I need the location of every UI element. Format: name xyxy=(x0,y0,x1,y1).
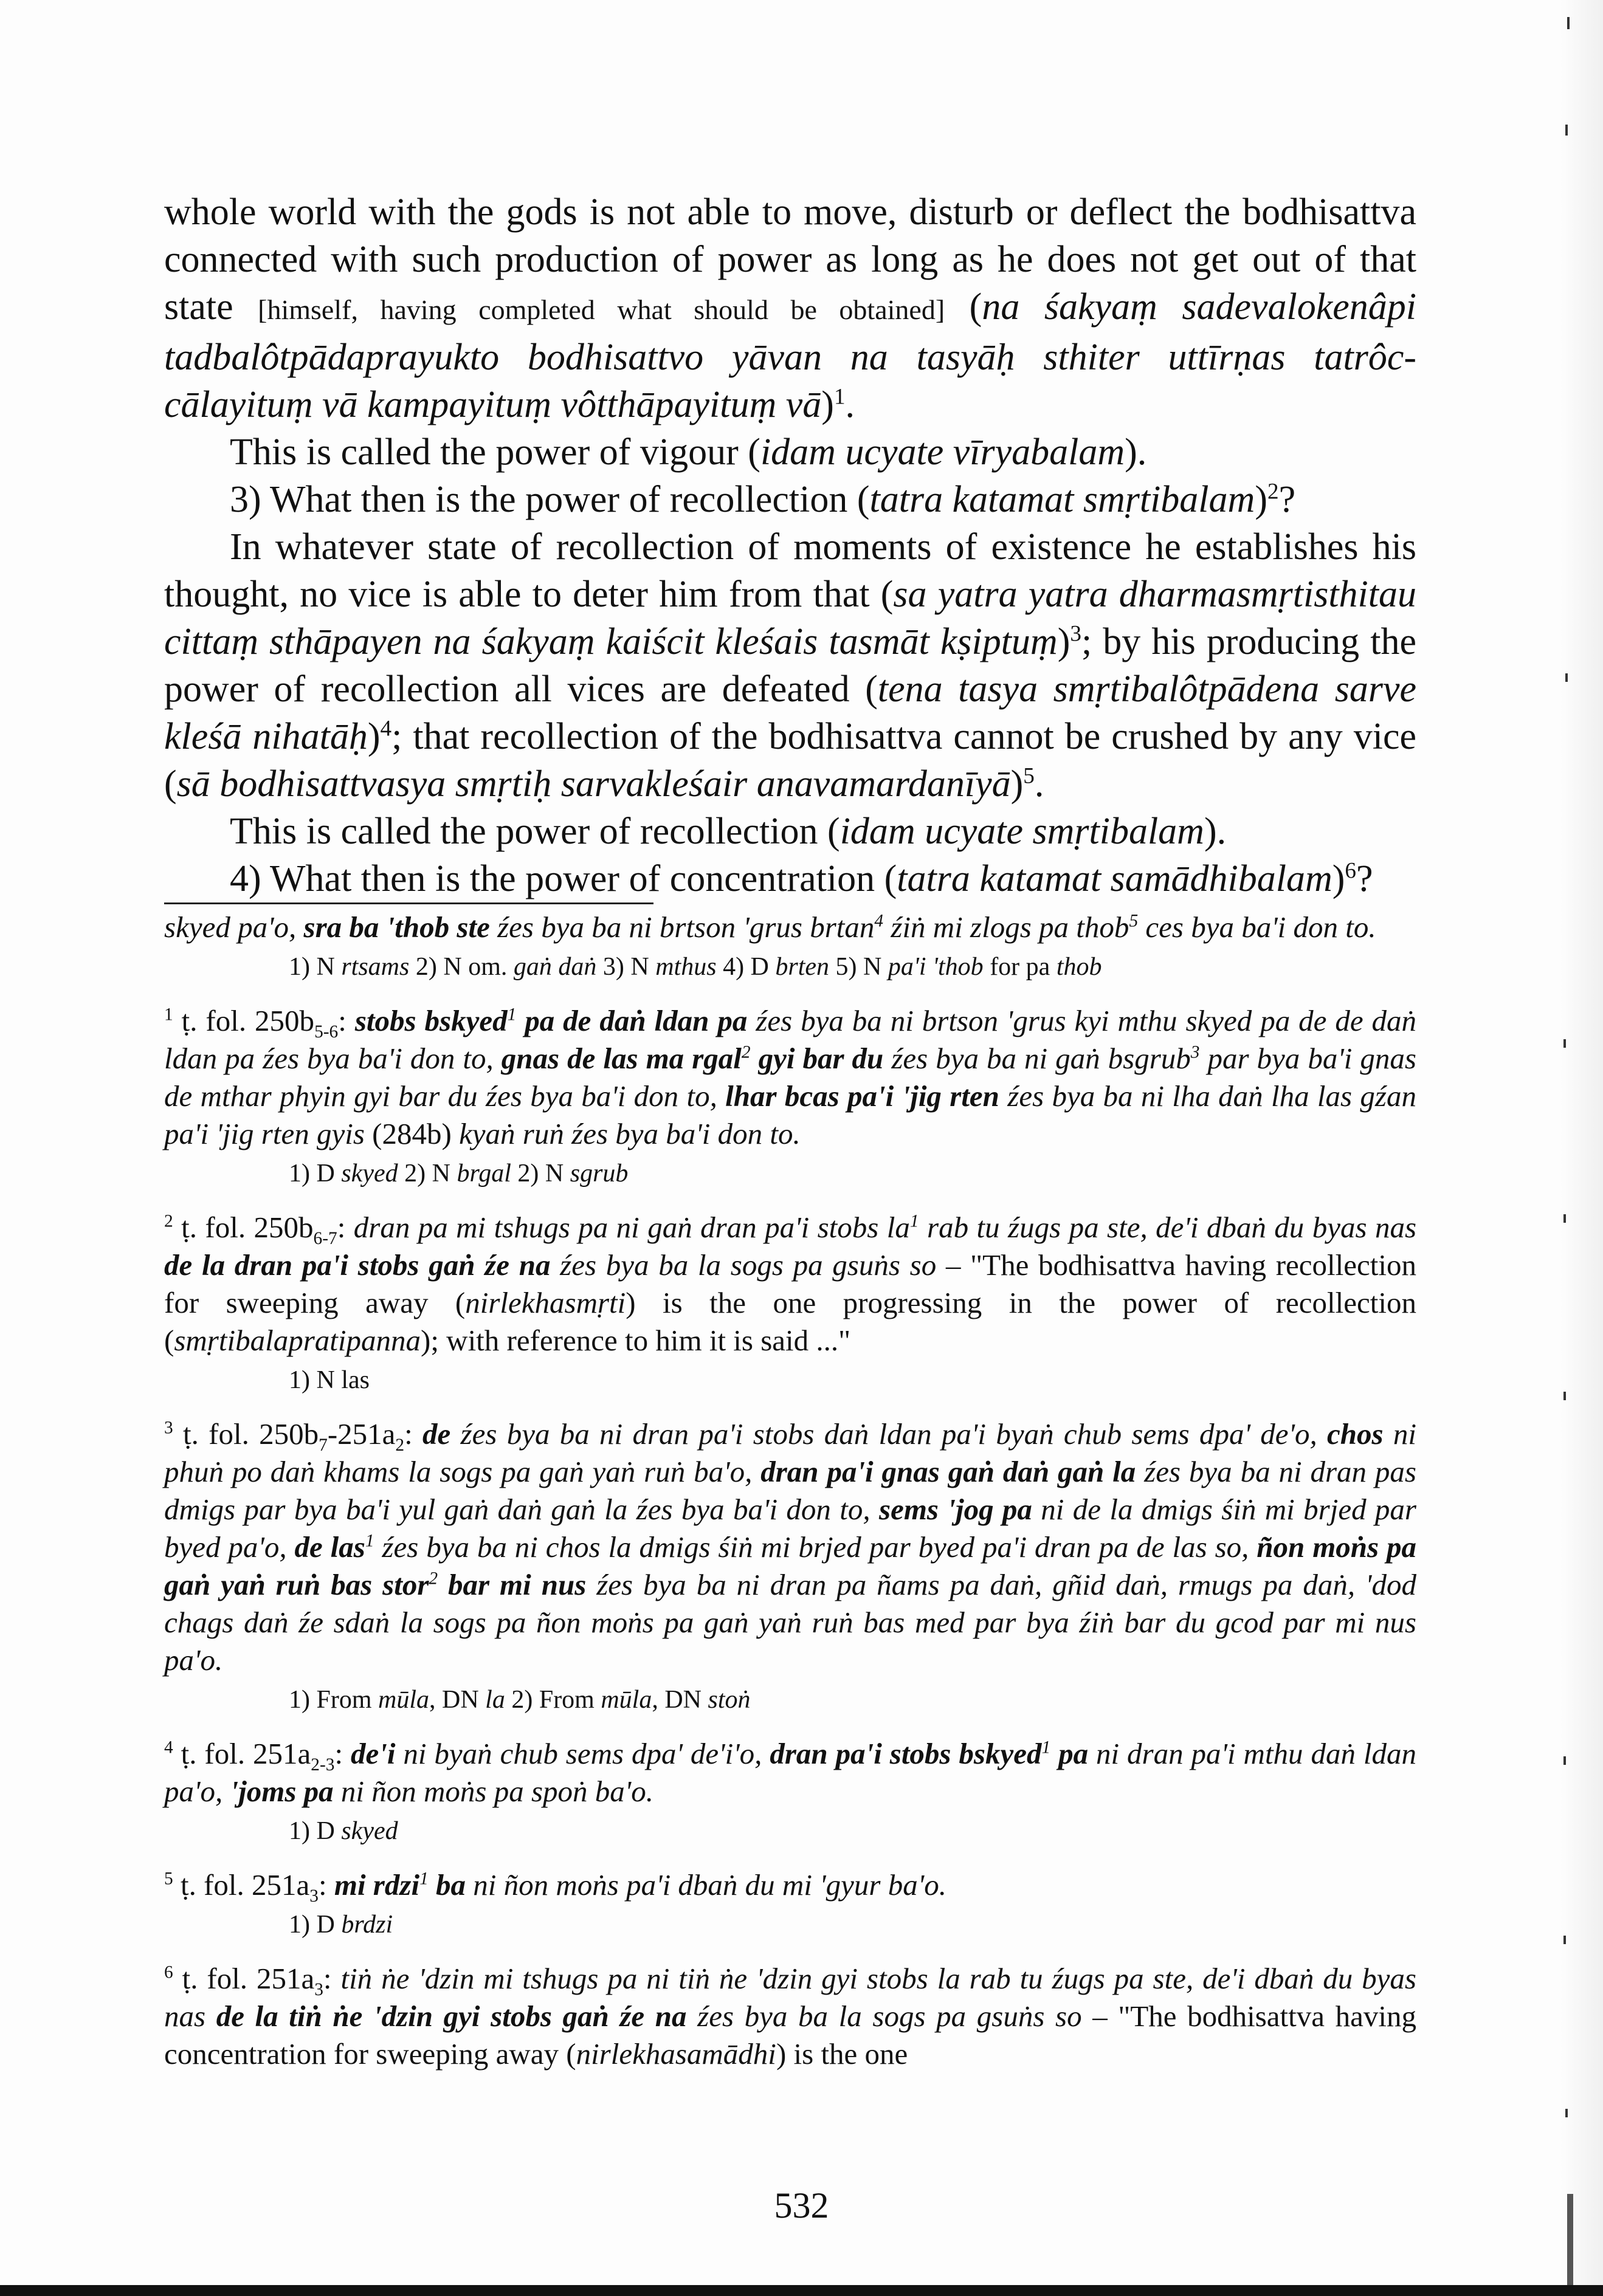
footnote-text: $^3$ ṭ. fol. $250b_7-251a_2$: de źes bya ba ni dran pa'i stobs daṅ ldan pa'i byaṅ chub sems dpa' de'o, chos ni phuṅ po daṅ khams la sogs pa gaṅ yaṅ ruṅ ba'o, dran pa'i gnas gaṅ daṅ gaṅ la źes bya ba ni dran pas dmigs par bya ba'i yul gaṅ daṅ gaṅ la źes bya ba'i don to, sems 'jog pa ni de la dmigs śiṅ mi brjed par byed pa'o, de las$^1$ źes bya ba ni chos la dmigs śiṅ mi brjed par byed pa'i dran pa de las so, ñon moṅs pa gaṅ yaṅ ruṅ bas stor$^2$ bar mi nus źes bya ba ni dran pa ñams pa daṅ, gñid daṅ, rmugs pa daṅ, 'dod chags daṅ źe sdaṅ la sogs pa ñon moṅs pa gaṅ yaṅ ruṅ bas med par bya źiṅ bar du gcod par mi nus pa'o. xyxy=(164,1417,1417,1677)
footnote-variants: 1) D skyed 2) N brgal 2) N sgrub xyxy=(289,1160,629,1188)
footnote-variants: 1) D brdzi xyxy=(289,1911,393,1939)
footnote-text: $^6$ ṭ. fol. $251a_3$: tiṅ ṅe 'dzin mi tshugs pa ni tiṅ ṅe 'dzin gyi stobs la rab tu źugs pa ste, de'i dbaṅ du byas nas de la tiṅ ṅe 'dzin gyi stobs gaṅ źe na źes bya ba la sogs pa gsuṅs so – "The bodhisattva having concentration for sweeping away (nirlekhasamādhi) is the one xyxy=(164,1962,1417,2071)
footnote-3 xyxy=(164,1415,1416,1717)
footnote-text: $^2$ ṭ. fol. $250b_{6-7}$: dran pa mi tshugs pa ni gaṅ dran pa'i stobs $la^1$ rab tu źugs pa ste, de'i dbaṅ du byas nas de la dran pa'i stobs gaṅ źe na źes bya ba la sogs pa gsuṅs so – "The bodhisattva having recollection for sweeping away (nirlekhasmṛti) is the one progressing in the power of recollection (smṛtibalapratipanna); with reference to him it is said ..." xyxy=(164,1211,1417,1357)
footnote-0 xyxy=(164,909,1416,984)
scan-bottom-border xyxy=(0,2285,1603,2296)
footnote-4 xyxy=(164,1735,1416,1848)
page-number: 532 xyxy=(774,2185,829,2226)
footnote-text: $^1$ ṭ. fol. $250b_{5-6}$: stobs bskyed$^1$ pa de daṅ ldan pa źes bya ba ni brtson 'grus kyi mthu skyed pa de de daṅ ldan pa źes bya ba'i don to, gnas de las ma rgal$^2$ gyi bar du źes bya ba ni gaṅ bsgrub$^3$ par bya ba'i gnas de mthar phyin gyi bar du źes bya ba'i don to, lhar bcas pa'i 'jig rten źes bya ba ni lha daṅ lha las gźan pa'i 'jig rten gyis (284b) kyaṅ ruṅ źes bya ba'i don to. xyxy=(164,1004,1417,1150)
footnote-separator-rule xyxy=(164,902,653,904)
scan-speck xyxy=(1565,673,1568,682)
footnote-variants: 1) N rtsams 2) N om. gaṅ daṅ 3) N mthus 4) D brten 5) N pa'i 'thob for pa thob xyxy=(289,953,1102,981)
scan-speck xyxy=(1563,1039,1566,1048)
scan-edge-shadow xyxy=(1560,0,1603,2296)
scan-speck xyxy=(1567,2194,1573,2285)
scan-speck xyxy=(1565,2109,1568,2117)
main-paragraph-3: In whatever state of recollection of moments of existence he establishes his thought, no vice is able to deter him from that (sa yatra yatra dharmasmṛtisthitau cittaṃ sthāpayen na śakyaṃ kaiścit kleśais tasmāt kṣiptuṃ)$^3$; by his producing the power of recollection all vices are defeated (tena tasya smṛtibalôtpādena sarve kleśā nihatāḥ)$^4$; that recollection of the bodhisattva cannot be crushed by any vice (sā bodhisattvasya smṛtiḥ sarvakleśair anavamardanīyā)$^5$. xyxy=(164,526,1416,805)
scan-speck xyxy=(1563,1756,1566,1765)
footnote-text: $^4$ ṭ. fol. $251a_{2-3}$: de'i ni byaṅ chub sems dpa' de'i'o, dran pa'i stobs bskyed$^1$ pa ni dran pa'i mthu daṅ ldan pa'o, 'joms pa ni ñon moṅs pa spoṅ ba'o. xyxy=(164,1737,1417,1808)
main-paragraph-5: 4) What then is the power of concentration (tatra katamat samādhibalam)$^6$? xyxy=(230,858,1373,899)
scan-speck xyxy=(1563,1214,1566,1223)
footnote-variants: 1) D skyed xyxy=(289,1817,398,1845)
footnote-5 xyxy=(164,1866,1416,1942)
footnote-variants: 1) N las xyxy=(289,1366,370,1394)
scan-speck xyxy=(1567,17,1570,29)
main-paragraph-4: This is called the power of recollection (idam ucyate smṛtibalam). xyxy=(230,811,1227,852)
footnote-6 xyxy=(164,1960,1416,2073)
main-paragraph-1: This is called the power of vigour (idam ucyate vīryabalam). xyxy=(230,431,1147,473)
footnote-2 xyxy=(164,1209,1416,1397)
main-paragraph-2: 3) What then is the power of recollection (tatra katamat smṛtibalam)$^2$? xyxy=(230,479,1296,520)
footnotes-section xyxy=(164,909,1416,2073)
footnote-1 xyxy=(164,1002,1416,1191)
scan-speck xyxy=(1563,1392,1566,1400)
main-text xyxy=(164,188,1416,902)
footnote-text: $^5$ ṭ. fol. $251a_3$: mi rdzi$^1$ ba ni ñon moṅs pa'i dbaṅ du mi 'gyur ba'o. xyxy=(164,1868,946,1906)
main-paragraph-0: whole world with the gods is not able to move, disturb or deflect the bodhisattva connected with such production of power as long as he does not get out of that state [himself, having completed what should be obtained] (na śakyaṃ sadevalokenâpi tadbalôtpādaprayukto bodhisattvo yāvan na tasyāḥ sthiter uttīrṇas tatrôccālayituṃ vā kampayituṃ vôtthāpayituṃ vā)$^1$. xyxy=(164,191,1416,425)
footnote-variants: 1) From mūla, DN la 2) From mūla, DN stoṅ xyxy=(289,1686,751,1714)
footnote-text: skyed pa'o, sra ba 'thob ste źes bya ba ni brtson 'grus brtan$^4$ źiṅ mi zlogs pa thob$^5$ ces bya ba'i don to. xyxy=(164,910,1376,944)
scan-speck xyxy=(1565,125,1568,136)
scan-speck xyxy=(1563,1936,1566,1944)
